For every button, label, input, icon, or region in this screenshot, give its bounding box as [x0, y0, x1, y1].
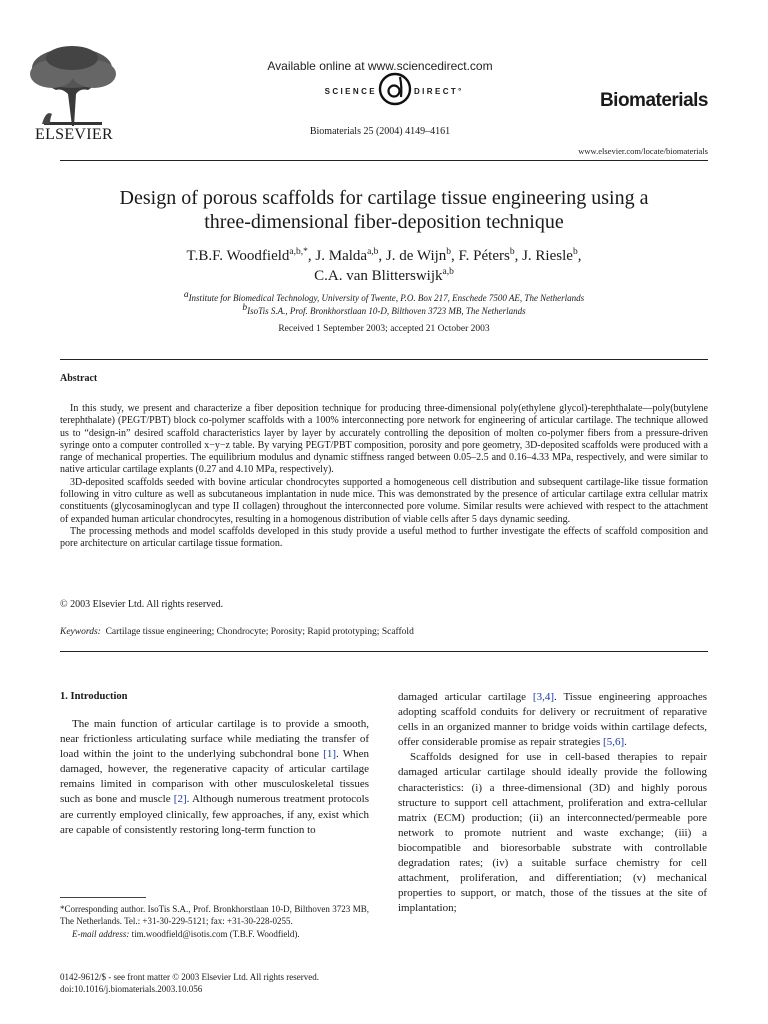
received-dates: Received 1 September 2003; accepted 21 October 2003 — [278, 324, 490, 334]
abstract-paragraph: In this study, we present and characterize a fiber deposition technique for producing three-dimensional poly(ethylene glycol)-terephthalate—poly(butylene terephthalate) (PEGT/PBT) block co-polymer scaffolds with a 100% interconnecting pore network for engineering of articular cartilage. The technique allowed us to “design-in” desired scaffold characteristics layer by layer by accurately controlling the deposition of molten co-polymer fibers from a pressure-driven syringe onto a computer controlled x−y−z table. By varying PEGT/PBT composition, porosity and pore geometry, 3D-deposited scaffolds were produced with a range of mechanical properties. The equilibrium modulus and dynamic stiffness ranged between 0.05–2.5 and 0.16–4.33 MPa, respectively, and were similar to native articular cartilage explants (0.27 and 4.10 MPa, respectively). — [60, 403, 708, 476]
keywords-label: Keywords: — [60, 627, 101, 637]
footnote-email — [60, 928, 369, 940]
author-separator: , — [514, 248, 523, 264]
footnote-corresponding: *Corresponding author. IsoTis S.A., Prof. Bronkhorstlaan 10-D, Bilthoven 3723 MB, The Netherlands. Tel.: +31-30-229-5121; fax: +31-30-228-0255. — [60, 904, 369, 927]
abstract-heading: Abstract — [60, 373, 98, 384]
body-text: The main function of articular cartilage is to provide a smooth, near frictionless articulating surface while mediating the transfer of load within the joint to the underlying subchondral bone — [60, 718, 369, 761]
affiliation-text: IsoTis S.A., Prof. Bronkhorstlaan 10-D, Bilthoven 3723 MB, The Netherlands — [247, 306, 526, 316]
body-text: . Tissue engineering approaches adopting scaffold conduits for delivery or recruitment of reparative cells in an organized manner to bridge voids within cartilage defects, offer considerable promise as repair strategies — [398, 691, 707, 749]
corresponding-author-footnote — [60, 903, 369, 940]
author-separator: , — [378, 248, 386, 264]
body-text: . Although numerous treatment protocols are currently employed clinically, few approaches, if any, exist which are capable of consistently restoring long-term function to — [60, 793, 370, 836]
author-separator: , — [451, 248, 459, 264]
author-name[interactable]: C.A. van Blitterswijk — [314, 268, 443, 284]
article-title-line-2: three-dimensional fiber-deposition technique — [204, 211, 564, 233]
affiliation-a — [40, 292, 728, 305]
author-separator: , — [307, 248, 316, 264]
sciencedirect-logo-left: SCIENCE — [324, 87, 377, 96]
affiliation-marker: b — [242, 303, 248, 313]
affiliation-b — [40, 305, 728, 318]
citation-link[interactable]: [2] — [173, 793, 187, 806]
journal-title: Biomaterials — [599, 90, 708, 111]
author-affiliation-marker: b — [446, 247, 452, 257]
body-paragraph — [60, 717, 369, 838]
body-paragraph — [398, 690, 707, 750]
author-list — [40, 246, 728, 286]
abstract-body — [60, 403, 708, 551]
keywords — [60, 627, 708, 637]
author-name[interactable]: T.B.F. Woodfield — [186, 248, 290, 264]
author-name[interactable]: J. Malda — [315, 248, 368, 264]
available-online-link[interactable]: Available online at www.sciencedirect.com — [267, 59, 493, 73]
citation-link[interactable]: [1] — [323, 748, 336, 761]
abstract-top-divider — [60, 359, 708, 360]
article-title-line-1: Design of porous scaffolds for cartilage tissue engineering using a — [119, 187, 649, 209]
body-text: damaged articular cartilage — [398, 691, 533, 703]
issn-doi-block — [60, 971, 400, 996]
author-affiliation-marker: a,b,* — [289, 247, 308, 257]
body-column-right — [398, 690, 707, 916]
elsevier-tree-logo-icon — [22, 44, 122, 128]
author-name[interactable]: J. Riesle — [522, 248, 573, 264]
abstract-copyright: © 2003 Elsevier Ltd. All rights reserved. — [60, 599, 224, 610]
journal-url-link[interactable]: www.elsevier.com/locate/biomaterials — [578, 146, 708, 156]
author-affiliation-marker: b — [509, 247, 515, 257]
publisher-logo-text: ELSEVIER — [35, 126, 113, 143]
author-affiliation-marker: a,b — [367, 247, 379, 257]
affiliation-text: Institute for Biomedical Technology, University of Twente, P.O. Box 217, Enschede 7500 AE, The Netherlands — [188, 293, 585, 303]
email-label: E-mail address: — [72, 928, 130, 939]
author-name[interactable]: J. de Wijn — [385, 248, 447, 264]
citation-link[interactable]: [3,4] — [532, 691, 554, 703]
author-affiliation-marker: b — [572, 247, 578, 257]
author-name[interactable]: F. Péters — [458, 248, 510, 264]
author-line-2 — [40, 266, 728, 286]
body-column-left — [60, 717, 369, 838]
affiliation-marker: a — [183, 290, 189, 300]
author-line-1 — [40, 246, 728, 266]
section-heading-introduction: 1. Introduction — [60, 691, 128, 702]
keywords-list: Cartilage tissue engineering; Chondrocyte; Porosity; Rapid prototyping; Scaffold — [105, 627, 414, 637]
sciencedirect-logo-right: DIRECT° — [414, 87, 464, 96]
body-paragraph: Scaffolds designed for use in cell-based therapies to repair damaged articular cartilage should ideally provide the following characteristics: (i) a three-dimensional (3D) and highly porous structure to support cell attachment, proliferation and extra-cellular matrix (ECM) production; (ii) an interconnected/permeable pore network to promote nutrient and waste exchange; (iii) a biocompatible and bioresorbable substrate with controllable degradation rates; (iv) a suitable surface chemistry for cell attachment, proliferation, and differentiation; (v) mechanical properties to support, or match, those of the tissues at the site of implantation; — [398, 751, 707, 915]
footnote-divider — [60, 897, 146, 898]
sciencedirect-at-icon — [375, 71, 415, 107]
email-address-link[interactable]: tim.woodfield@isotis.com (T.B.F. Woodfield). — [129, 928, 300, 939]
body-text: . When damaged, however, the regenerative capacity of articular cartilage remains limited in comparison with other musculoskeletal tissues such as bone and muscle — [60, 748, 369, 806]
abstract-paragraph: 3D-deposited scaffolds seeded with bovine articular chondrocytes supported a homogeneous cell distribution and subsequent cartilage-like tissue formation following in vitro culture as well as subcutaneous implantation in nude mice. This was demonstrated by the presence of articular cartilage extra cellular matrix constituents (glycosaminoglycan and type II collagen) throughout the interconnected pore volume. Similar results were achieved with respect to the attachment of expanded human articular chondrocytes, resulting in a homogenous distribution of viable cells after 5 days dynamic seeding. — [60, 476, 708, 525]
abstract-paragraph: The processing methods and model scaffolds developed in this study provide a useful method to further investigate the effects of scaffold composition and pore architecture on articular cartilage tissue formation. — [60, 525, 708, 550]
doi-link[interactable]: doi:10.1016/j.biomaterials.2003.10.056 — [60, 984, 203, 995]
issn-line: 0142-9612/$ - see front matter © 2003 Elsevier Ltd. All rights reserved. — [60, 972, 320, 982]
body-text: . — [624, 736, 627, 749]
author-separator: , — [577, 248, 582, 264]
citation-link[interactable]: [5,6] — [603, 736, 625, 749]
article-title — [40, 186, 728, 234]
header-divider — [60, 160, 708, 161]
abstract-bottom-divider — [60, 651, 708, 652]
author-affiliation-marker: a,b — [442, 267, 454, 277]
affiliations — [40, 292, 728, 318]
journal-reference: Biomaterials 25 (2004) 4149–4161 — [309, 126, 451, 137]
